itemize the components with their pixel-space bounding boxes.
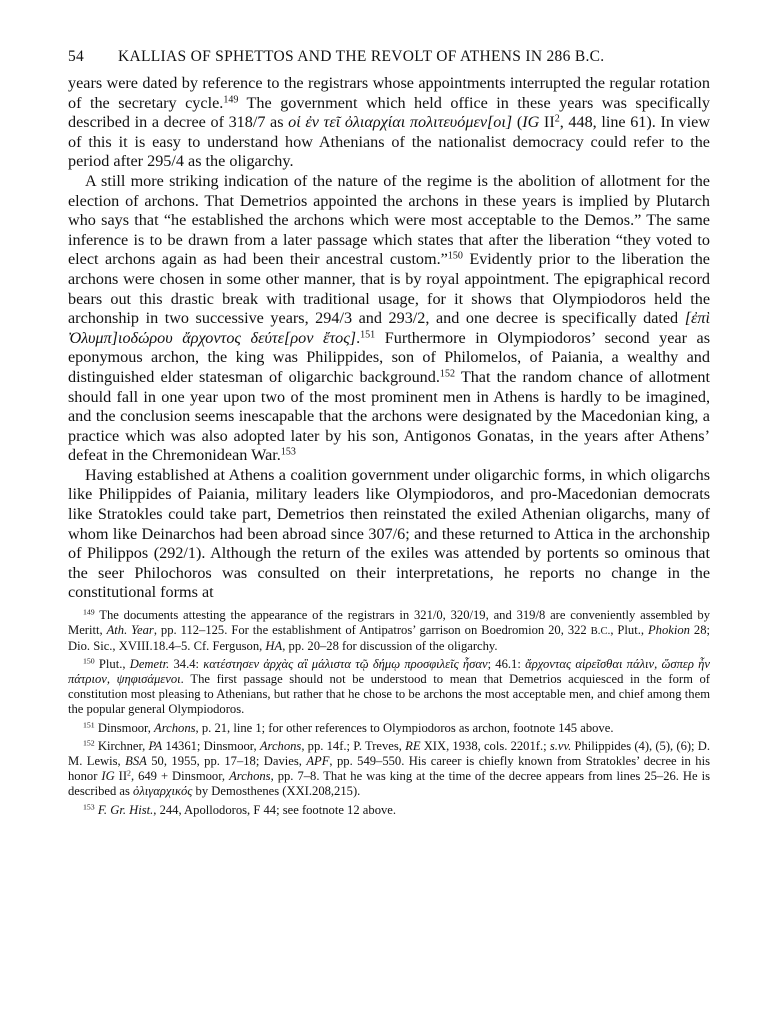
text-run: . The first passage should not be understood to mean that Demetrios acquiesced in the form of constitution most pleasing to Athenians, but rather that he chose to be archons the most acceptable men, and chief among them the popular general Olympiodoros. bbox=[68, 672, 711, 716]
text-run: , p. 21, line 1; for other references to Olympiodoros as archon, footnote 145 above. bbox=[195, 720, 614, 735]
text-run: , pp. 549–550. His career is chiefly known from Stratokles’ decree in his honor bbox=[68, 754, 710, 783]
text-run: years were dated by reference to the registrars whose appointments interrupted the regular rotation of the secretary cycle. bbox=[68, 74, 710, 112]
italic-title: F. Gr. Hist. bbox=[97, 802, 154, 817]
text-run: , 649 + Dinsmoor, bbox=[130, 769, 230, 783]
text-run: , pp. 14f.; P. Treves, bbox=[301, 739, 406, 754]
footnote-149 bbox=[68, 608, 710, 653]
italic-title: Demetr. bbox=[129, 657, 170, 672]
text-run: , 244, Apollodoros, F 44; see footnote 12 above. bbox=[153, 802, 397, 817]
footnote-number: 153 bbox=[83, 802, 95, 812]
page-number: 54 bbox=[68, 48, 85, 65]
italic-title: Ath. Year bbox=[106, 622, 154, 637]
footnote-number: 149 bbox=[83, 607, 95, 617]
footnote-153 bbox=[68, 803, 710, 818]
paragraph-1 bbox=[68, 74, 710, 172]
text-run: A still more striking indication of the nature of the regime is the abolition of allotment for the election of archons. That Demetrios appointed the archons in these years is implied by Plutarch who says that “he established the archons which were most acceptable to the Demos.” The same inference is to be drawn from a later passage which states that after the liberation “they voted to elect archons again as had been their ancestral custom.” bbox=[68, 171, 710, 269]
footnotes bbox=[68, 608, 710, 817]
italic-title: PA bbox=[148, 739, 163, 754]
text-run: The government which held office in these years was specifically described in a decree of 318/7 as bbox=[68, 93, 710, 132]
text-run: , pp. 7–8. That he was king at the time of the decree appears from lines 25–26. He is described as bbox=[68, 769, 710, 798]
text-run: Evidently prior to the liberation the archons were chosen in some other manner, that is by royal appointment. The epigraphical record bears out this drastic break with traditional usage, for it shows that Olympiodoros held the archonship in two successive years, 294/3 and 293/2, and one decree is specifically dated bbox=[68, 250, 710, 328]
superscript: 2 bbox=[554, 113, 560, 125]
superscript: 2 bbox=[127, 768, 131, 778]
greek-word: ὀλιγαρχικός bbox=[133, 783, 193, 798]
text-run: II bbox=[114, 769, 128, 783]
text-run: Dinsmoor, bbox=[94, 720, 155, 735]
text-run: by Demosthenes (XXI.208,215). bbox=[192, 783, 361, 798]
italic-abbrev: s.vv. bbox=[549, 739, 572, 754]
footnote-150 bbox=[68, 657, 710, 716]
italic-title: APF bbox=[306, 754, 330, 769]
text-run: Philippides (4), (5), (6); D. M. Lewis, bbox=[68, 739, 710, 769]
footnote-ref-149: 149 bbox=[223, 94, 239, 106]
italic-title: Archons bbox=[229, 769, 271, 783]
footnote-152 bbox=[68, 739, 710, 798]
greek-quotation: οἱ ἐν τεῖ ὀλιαρχίαι πολιτευόμεν[οι] bbox=[288, 113, 513, 132]
footnote-ref-151: 151 bbox=[360, 329, 376, 341]
book-page bbox=[68, 48, 710, 821]
text-run: XIX, 1938, cols. 2201f.; bbox=[420, 739, 550, 754]
text-run: . bbox=[356, 328, 361, 347]
text-run: , pp. 112–125. For the establishment of Antipatros’ garrison on Boedromion 20, 322 bbox=[153, 622, 591, 637]
text-run: ; 46.1: bbox=[487, 657, 526, 672]
italic-title: HA bbox=[265, 638, 283, 653]
body-text bbox=[68, 74, 710, 603]
text-run: , Plut., bbox=[610, 622, 648, 637]
small-caps-era: B.C. bbox=[590, 624, 611, 637]
running-title: KALLIAS OF SPHETTOS AND THE REVOLT OF ATHENS IN 286 B.C. bbox=[118, 48, 605, 65]
running-head bbox=[68, 48, 710, 66]
text-run: Plut., bbox=[94, 657, 130, 672]
text-run: ( bbox=[512, 113, 523, 132]
footnote-number: 152 bbox=[83, 739, 95, 749]
footnote-ref-153: 153 bbox=[280, 446, 296, 458]
text-run: II bbox=[539, 113, 555, 132]
italic-title: IG bbox=[101, 769, 115, 783]
greek-quotation: [ἐπὶ Ὀλυμπ]ιοδώρου ἄρχοντος δεύτε[ρον ἔτος] bbox=[68, 309, 710, 347]
greek-quotation: κατέστησεν ἀρχὰς αἳ μάλιστα τῷ δήμῳ προσφιλεῖς ἦσαν bbox=[203, 657, 488, 672]
text-run: 14361; Dinsmoor, bbox=[162, 739, 260, 754]
italic-title: RE bbox=[405, 739, 421, 754]
text-run: , pp. 20–28 for discussion of the oligarchy. bbox=[282, 638, 498, 653]
text-run: 50, 1955, pp. 17–18; Davies, bbox=[146, 754, 307, 769]
footnote-number: 150 bbox=[83, 657, 95, 667]
text-run: 28; Dio. Sic., XVIII.18.4–5. Cf. Ferguson, bbox=[68, 622, 710, 653]
footnote-ref-152: 152 bbox=[439, 368, 455, 380]
paragraph-2 bbox=[68, 172, 710, 466]
greek-quotation: ἄρχοντας αἱρεῖσθαι πάλιν, ὥσπερ ἦν πάτριον, ψηφισάμενοι bbox=[68, 657, 710, 687]
citation-ig: IG bbox=[522, 113, 540, 132]
paragraph-3 bbox=[68, 466, 710, 603]
text-run: That the random chance of allotment should fall in one year upon two of the most prominent men in Athens is hardly to be imagined, and the conclusion seems inescapable that the archons were designated by the Macedonian king, a practice which was also adopted later by his son, Antigonos Gonatas, in the years after Athens’ defeat in the Chremonidean War. bbox=[68, 367, 710, 465]
italic-title: BSA bbox=[125, 754, 147, 769]
text-run: , 448, line 61). In view of this it is easy to understand how Athenians of the nationalist democracy could refer to the period after 295/4 as the oligarchy. bbox=[68, 113, 711, 171]
text-run: Kirchner, bbox=[94, 739, 149, 754]
text-run: The documents attesting the appearance of the registrars in 321/0, 320/19, and 319/8 are conveniently assembled by Meritt, bbox=[68, 608, 710, 637]
text-run: Having established at Athens a coalition government under oligarchic forms, in which oligarchs like Philippides of Paiania, military leaders like Olympiodoros, and pro-Macedonian democrats like Stratokles could take part, Demetrios then reinstated the exiled Athenian oligarchs, many of whom like Deinarchos had been abroad since 307/6; and these returned to Attica in the archonship of Philippos (292/1). Although the return of the exiles was attended by portents so ominous that the seer Philochoros was consulted on their interpretations, he reports no change in the constitutional forms at bbox=[68, 465, 710, 602]
footnote-number: 151 bbox=[83, 720, 95, 730]
footnote-ref-150: 150 bbox=[447, 250, 463, 262]
text-run: 34.4: bbox=[169, 657, 204, 672]
italic-title: Archons bbox=[259, 739, 302, 754]
footnote-151 bbox=[68, 721, 710, 736]
text-run: Furthermore in Olympiodoros’ second year as eponymous archon, the king was Philippides, son of Philomelos, of Paiania, a wealthy and distinguished elder statesman of oligarchic background. bbox=[68, 328, 710, 386]
italic-title: Phokion bbox=[647, 622, 690, 637]
italic-title: Archons bbox=[154, 720, 196, 735]
